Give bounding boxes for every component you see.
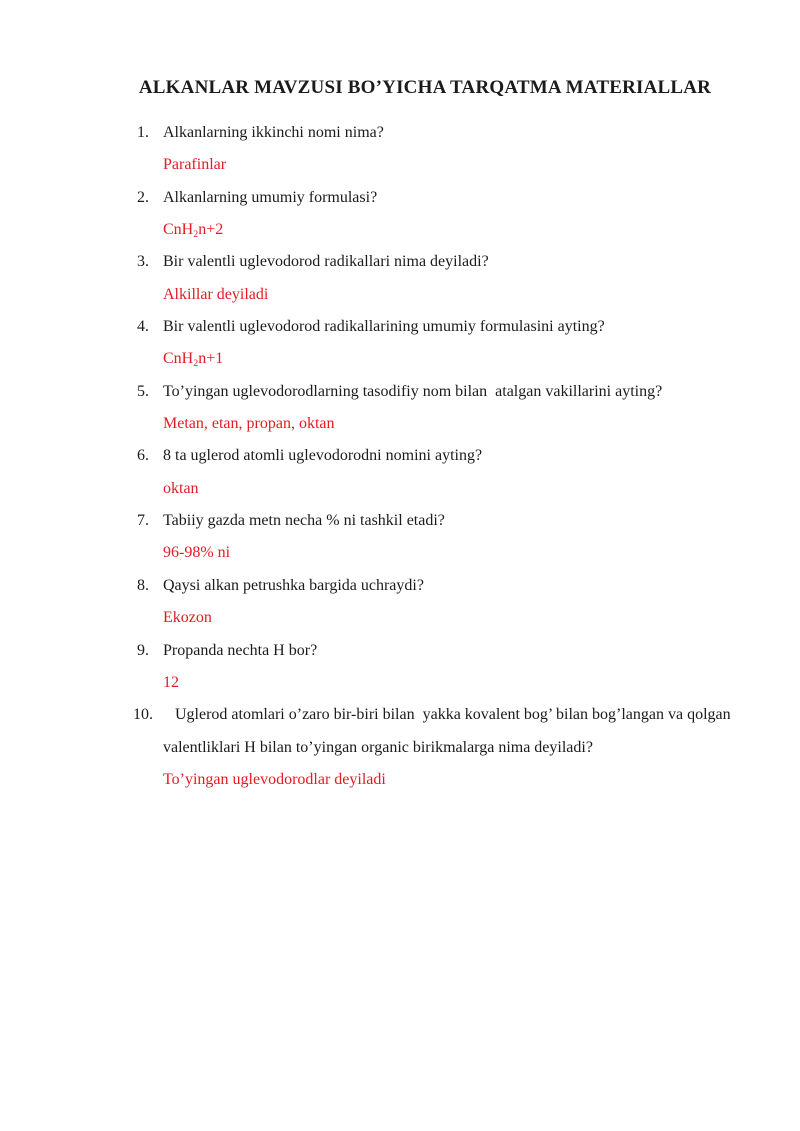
- question-text: Tabiiy gazda metn necha % ni tashkil etadi?: [163, 512, 445, 530]
- answer-main: Parafinlar: [163, 156, 227, 174]
- answer-tail: n+2: [198, 221, 224, 239]
- item-number: 4.: [137, 318, 149, 336]
- question-item: [137, 182, 735, 247]
- answer-text: [163, 667, 735, 699]
- answer-main: 12: [163, 673, 179, 691]
- question-item: [137, 505, 735, 570]
- item-number: 6.: [137, 447, 149, 465]
- item-number: 1.: [137, 124, 149, 141]
- question-list: [133, 117, 735, 796]
- answer-text: [163, 279, 735, 311]
- answer-main: oktan: [163, 479, 199, 497]
- question-item: [137, 440, 735, 505]
- item-number: 7.: [137, 512, 149, 530]
- question-text: Propanda nechta H bor?: [163, 641, 318, 659]
- question-text: Bir valentli uglevodorod radikallari nima deyiladi?: [163, 253, 489, 271]
- question-text: Bir valentli uglevodorod radikallarining umumiy formulasini ayting?: [163, 318, 605, 336]
- question-text: Uglerod atomlari o’zaro bir-biri bilan yakka kovalent bog’ bilan bog’langan va qolgan valentliklari H bilan to’yingan organic birikmalarga nima deyiladi?: [163, 706, 735, 756]
- answer-text: [163, 473, 735, 505]
- question-text: Alkanlarning ikkinchi nomi nima?: [163, 124, 384, 141]
- question-item: [137, 376, 735, 441]
- answer-text: [163, 408, 735, 440]
- answer-text: [163, 537, 735, 569]
- question-text: Qaysi alkan petrushka bargida uchraydi?: [163, 576, 424, 594]
- item-number: 10.: [133, 706, 153, 724]
- answer-subscript: 2: [193, 358, 199, 370]
- answer-tail: n+1: [198, 350, 224, 368]
- item-number: 5.: [137, 382, 149, 400]
- answer-text: [163, 602, 735, 634]
- question-item: [137, 635, 735, 700]
- answer-main: To’yingan uglevodorodlar deyiladi: [163, 770, 386, 788]
- question-item: [137, 570, 735, 635]
- document-title: ALKANLAR MAVZUSI BO’YICHA TARQATMA MATERIALLAR: [138, 77, 712, 98]
- answer-text: [163, 214, 735, 246]
- answer-text: [163, 149, 735, 181]
- answer-subscript: 2: [193, 228, 199, 240]
- question-text: 8 ta uglerod atomli uglevodorodni nomini ayting?: [163, 447, 483, 465]
- question-item: [137, 246, 735, 311]
- item-number: 2.: [137, 188, 149, 206]
- answer-main: Ekozon: [163, 609, 212, 627]
- answer-main: 96-98% ni: [163, 544, 231, 562]
- answer-main: CnH: [163, 350, 194, 368]
- item-number: 8.: [137, 576, 149, 594]
- item-number: 9.: [137, 641, 149, 659]
- answer-text: [163, 343, 735, 375]
- question-text: Alkanlarning umumiy formulasi?: [163, 188, 378, 206]
- item-number: 3.: [137, 253, 149, 271]
- question-item: [137, 311, 735, 376]
- answer-main: Alkillar deyiladi: [163, 285, 269, 303]
- question-item: [133, 699, 735, 796]
- question-item: [137, 117, 735, 182]
- answer-main: CnH: [163, 221, 194, 239]
- question-text: To’yingan uglevodorodlarning tasodifiy nom bilan atalgan vakillarini ayting?: [163, 382, 663, 400]
- answer-text: [163, 764, 735, 796]
- answer-main: Metan, etan, propan, oktan: [163, 415, 335, 433]
